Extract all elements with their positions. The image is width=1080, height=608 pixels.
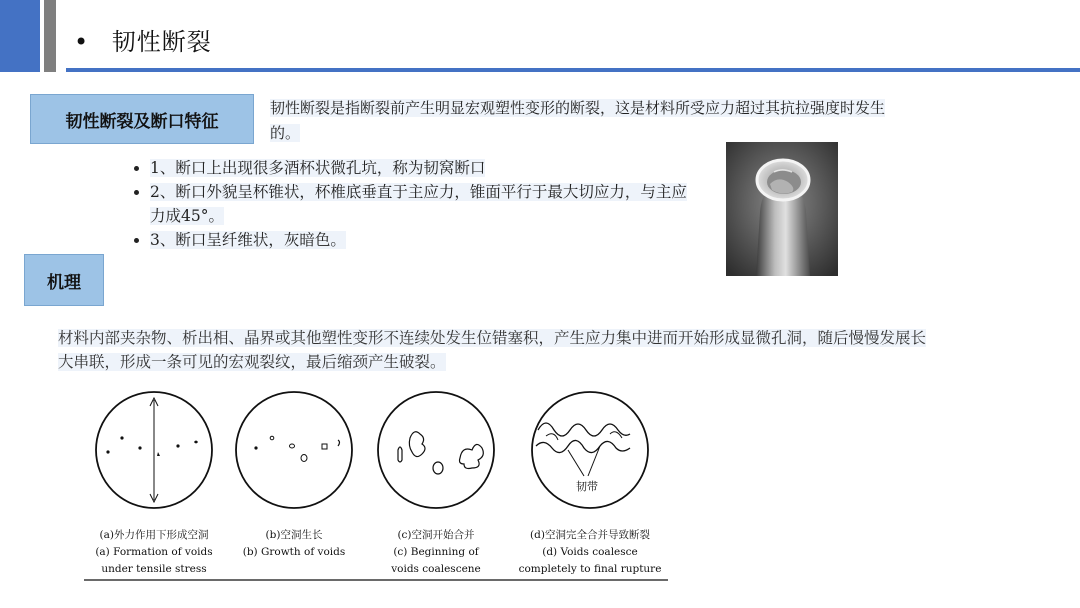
caption-a-cn: (a)外力作用下形成空洞 [99, 529, 209, 541]
definition-text [270, 96, 910, 146]
section-label-text: 韧性断裂及断口特征 [65, 111, 219, 132]
section-label-ductile-fracture [30, 94, 254, 144]
mechanism-text [58, 326, 938, 374]
caption-a-en2: under tensile stress [101, 563, 207, 575]
section-label-mechanism [24, 254, 104, 306]
title-bullet: • [74, 28, 90, 56]
definition-content: 韧性断裂是指断裂前产生明显宏观塑性变形的断裂，这是材料所受应力超过其抗拉强度时发生的。 [270, 99, 886, 142]
header-divider [66, 68, 1080, 72]
header-accent-blue [0, 0, 40, 72]
list-item: • 2、断口外貌呈杯锥状，杯椎底垂直于主应力，锥面平行于最大切应力，与主应力成45°。 [150, 180, 700, 228]
feature-list [128, 156, 700, 252]
caption-d-cn: (d)空洞完全合并导致断裂 [530, 529, 650, 541]
stage-b-circle [236, 392, 352, 508]
title-text: 韧性断裂 [111, 28, 212, 56]
ligament-label: 韧带 [576, 480, 598, 493]
list-item: • 3、断口呈纤维状，灰暗色。 [150, 228, 700, 252]
caption-b-en1: (b) Growth of voids [242, 546, 346, 558]
header-accent-gray [44, 0, 56, 72]
void-coalescence-diagram [80, 388, 680, 584]
stage-a-circle [96, 392, 212, 508]
cup-cone-fracture-photo [726, 142, 838, 276]
caption-d-en2: completely to final rupture [518, 563, 662, 575]
section-label-text: 机理 [47, 272, 81, 293]
slide-title [74, 22, 212, 57]
caption-b-cn: (b)空洞生长 [265, 529, 323, 541]
caption-c-en2: voids coalescene [391, 563, 481, 575]
caption-c-cn: (c)空洞开始合并 [397, 529, 475, 541]
caption-a-en1: (a) Formation of voids [95, 546, 213, 558]
caption-d-en1: (d) Voids coalesce [542, 546, 638, 558]
mechanism-content: 材料内部夹杂物、析出相、晶界或其他塑性变形不连续处发生位错塞积，产生应力集中进而开始形成显微孔洞，随后慢慢发展长大串联，形成一条可见的宏观裂纹，最后缩颈产生破裂。 [58, 329, 927, 371]
stage-c-circle [378, 392, 494, 508]
list-item: • 1、断口上出现很多酒杯状微孔坑，称为韧窝断口 [150, 156, 700, 180]
caption-c-en1: (c) Beginning of [393, 546, 479, 558]
stage-d-circle [532, 392, 648, 508]
